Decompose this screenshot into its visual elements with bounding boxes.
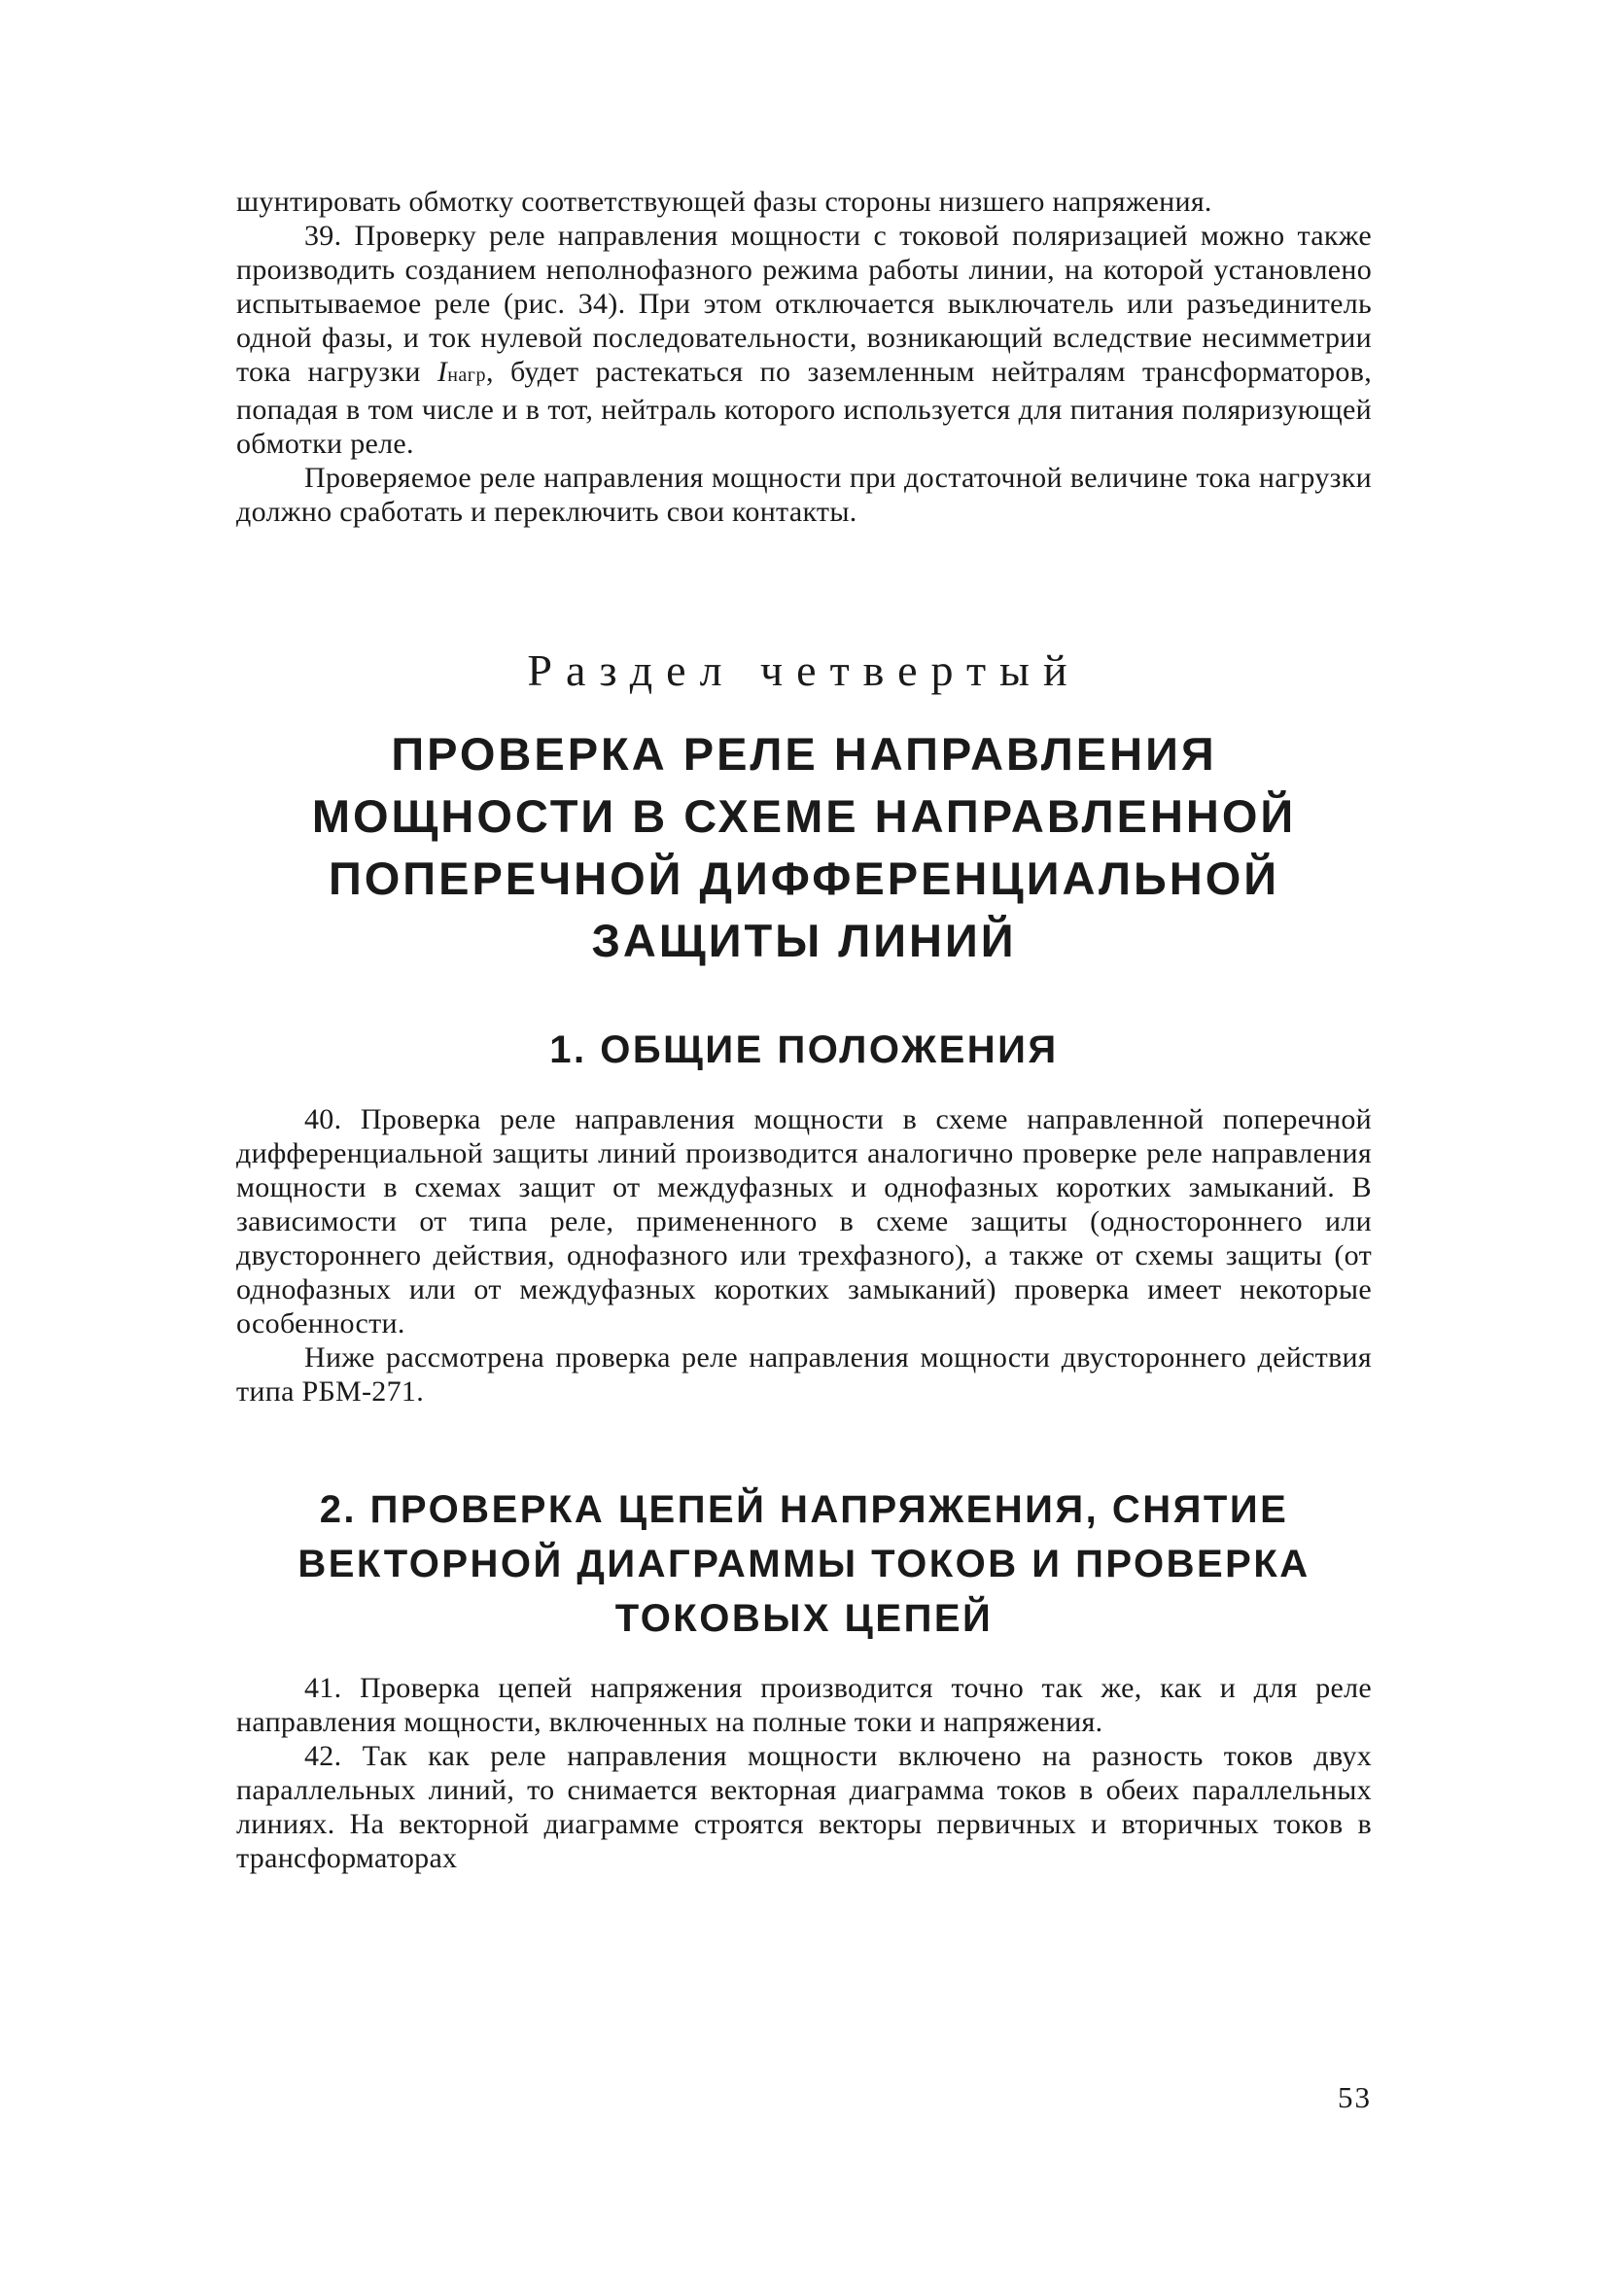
paragraph-39-end: , будет растекаться по заземленным нейтралям трансформаторов, попадая в том числе и в тот, нейтраль которого используется для питания поляризующей обмотки реле. (236, 356, 1372, 460)
paragraph-continuation: шунтировать обмотку соответствующей фазы стороны низшего напряжения. (236, 186, 1212, 218)
paragraph-42: 42. Так как реле направления мощности включено на разность токов двух параллельных линий, то снимается векторная диаграмма токов в обеих параллельных линиях. На векторной диаграмме строятся векторы первичных и вторичных токов в трансформаторах (236, 1740, 1372, 1874)
section-label: Раздел четвертый (527, 645, 1081, 695)
subsection-2-title-line: 2. ПРОВЕРКА ЦЕПЕЙ НАПРЯЖЕНИЯ, СНЯТИЕ (319, 1488, 1289, 1531)
subsection-2-title-line: ВЕКТОРНОЙ ДИАГРАММЫ ТОКОВ И ПРОВЕРКА (297, 1543, 1311, 1585)
page-content (236, 185, 1372, 1875)
subsection-2-title-line: ТОКОВЫХ ЦЕПЕЙ (614, 1597, 994, 1640)
paragraph-39 (236, 219, 1372, 461)
subsection-1-title: 1. ОБЩИЕ ПОЛОЖЕНИЯ (549, 1028, 1059, 1071)
section-title-line: ПРОВЕРКА РЕЛЕ НАПРАВЛЕНИЯ (391, 728, 1217, 780)
section-title-line: МОЩНОСТИ В СХЕМЕ НАПРАВЛЕННОЙ (311, 790, 1297, 842)
paragraph-40: 40. Проверка реле направления мощности в схеме направленной поперечной дифференциальной защиты линий производится аналогично проверке реле направления мощности в схемах защит от междуфазных и однофазных коротких замыканий. В зависимости от типа реле, примененного в схеме защиты (одностороннего или двустороннего действия, однофазного или трехфазного), а также от схемы защиты (от однофазных или от междуфазных коротких замыканий) проверка имеет некоторые особенности. (236, 1103, 1372, 1339)
section-title (236, 723, 1372, 972)
paragraph-39-text: 39. Проверку реле направления мощности с токовой поляризацией можно также производить созданием неполнофазного режима работы линии, на которой установлено испытываемое реле (рис. 34). При этом отключается выключатель или разъединитель одной фазы, и ток нулевой последовательности, возникающий вследствие несимметрии тока нагрузки (236, 220, 1372, 388)
subsection-2-title (236, 1482, 1372, 1646)
paragraph-rbm-271: Ниже рассмотрена проверка реле направления мощности двустороннего действия типа РБМ-271. (236, 1341, 1372, 1408)
paragraph-41: 41. Проверка цепей напряжения производится точно так же, как и для реле направления мощности, включенных на полные токи и напряжения. (236, 1672, 1372, 1738)
current-subscript: нагр (447, 365, 486, 386)
page-number: 53 (1338, 2080, 1372, 2114)
current-symbol: I (437, 356, 448, 388)
section-title-line: ЗАЩИТЫ ЛИНИЙ (591, 915, 1017, 966)
section-title-line: ПОПЕРЕЧНОЙ ДИФФЕРЕНЦИАЛЬНОЙ (328, 852, 1280, 904)
paragraph-relay-check: Проверяемое реле направления мощности при достаточной величине тока нагрузки должно сработать и переключить свои контакты. (236, 462, 1372, 528)
